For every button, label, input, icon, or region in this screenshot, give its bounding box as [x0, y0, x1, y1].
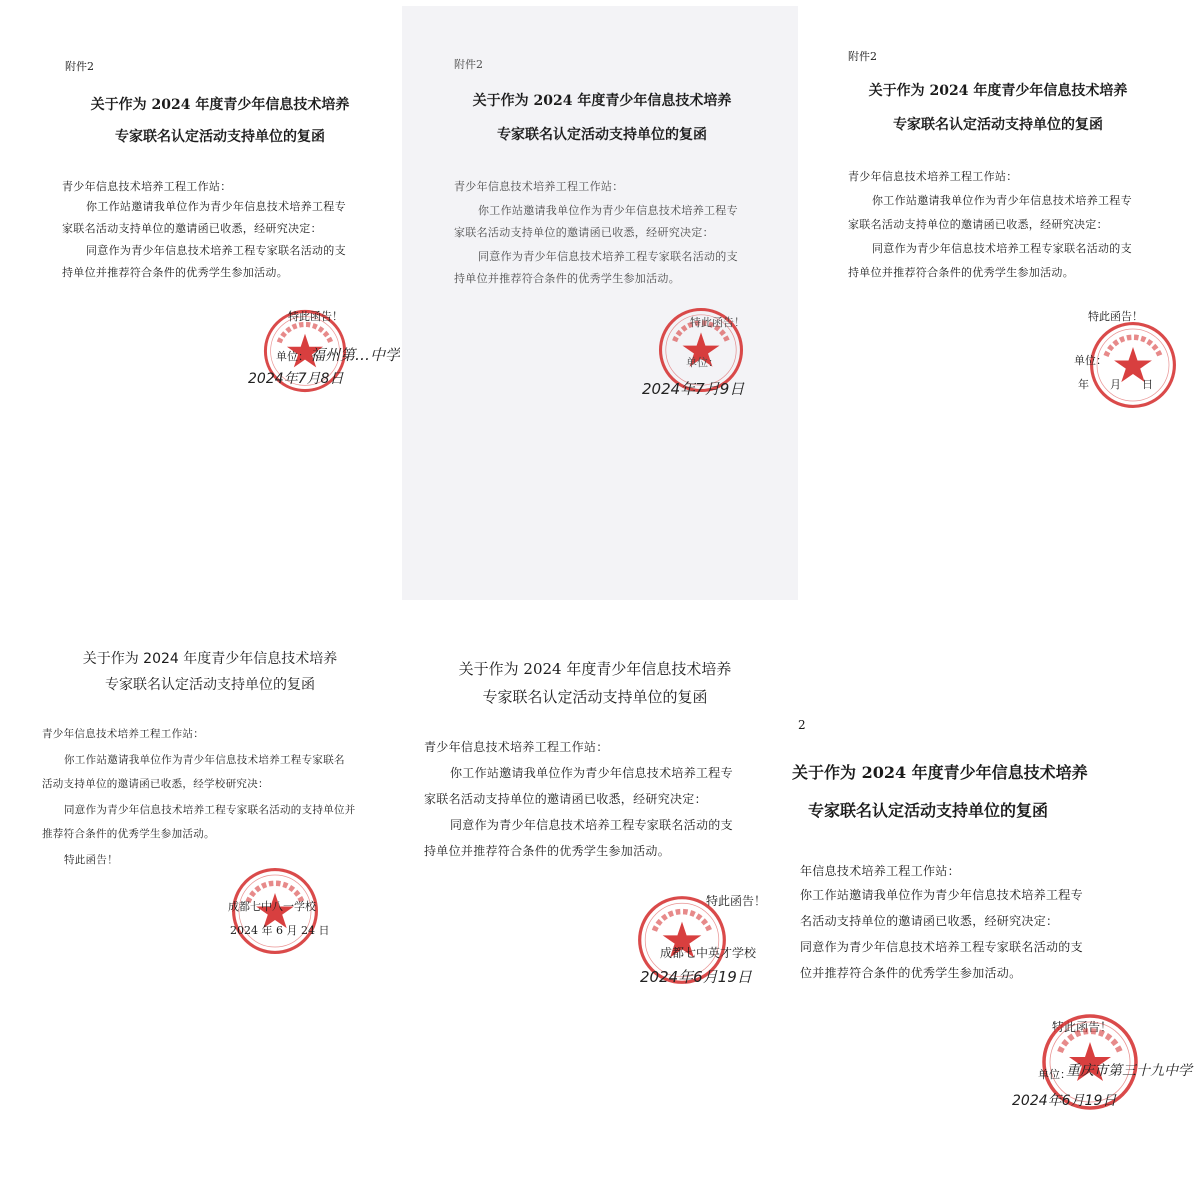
signing-date: 2024年7月9日: [642, 380, 745, 398]
body-paragraph-1a: 你工作站邀请我单位作为青少年信息技术培养工程专: [450, 766, 733, 780]
body-paragraph-2a: 同意作为青少年信息技术培养工程专家联名活动的支: [86, 244, 346, 257]
date-day-label: 日: [1142, 378, 1153, 391]
body-paragraph-2b: 位并推荐符合条件的优秀学生参加活动。: [800, 966, 1022, 980]
unit-label: 单位：: [686, 356, 719, 369]
letter-title-line-2: 专家联名认定活动支持单位的复函: [115, 129, 325, 145]
closing-text: 特此函告！: [1088, 310, 1143, 323]
signing-date: 2024年6月19日: [640, 968, 752, 986]
date-year-label: 年: [1078, 378, 1089, 391]
reply-letter-5: [410, 640, 780, 1060]
body-paragraph-2a: 同意作为青少年信息技术培养工程专家联名活动的支: [800, 940, 1083, 954]
unit-label: 单位：: [1074, 354, 1107, 367]
handwritten-unit-name: 福州第…中学: [310, 346, 400, 364]
reply-letter-4: [30, 630, 400, 1050]
reply-letter-3: [820, 40, 1180, 440]
closing-text: 特此函告！: [690, 316, 745, 329]
salutation: 青少年信息技术培养工程工作站：: [42, 728, 204, 740]
body-paragraph-1b: 活动支持单位的邀请函已收悉，经学校研究决：: [42, 778, 269, 790]
body-paragraph-2a: 同意作为青少年信息技术培养工程专家联名活动的支: [872, 242, 1132, 255]
body-paragraph-2b: 持单位并推荐符合条件的优秀学生参加活动。: [424, 844, 671, 858]
signing-date: 2024年7月8日: [248, 371, 344, 387]
unit-name: 成都七中英才学校: [660, 946, 757, 960]
letter-title-line-1: 关于作为 2024 年度青少年信息技术培养: [82, 651, 338, 667]
attachment-label: 2: [798, 718, 806, 732]
letter-title-line-1: 关于作为 2024 年度青少年信息技术培养: [90, 97, 350, 113]
attachment-label: 附件2: [848, 50, 877, 63]
body-paragraph-1a: 你工作站邀请我单位作为青少年信息技术培养工程专家联名: [64, 754, 345, 766]
letter-title-line-2: 专家联名认定活动支持单位的复函: [105, 677, 315, 693]
signing-date: 2024 年 6 月 24 日: [230, 924, 330, 937]
letter-title-line-2: 专家联名认定活动支持单位的复函: [497, 127, 707, 143]
closing-text: 特此函告！: [64, 854, 118, 866]
body-paragraph-1a: 你工作站邀请我单位作为青少年信息技术培养工程专: [872, 194, 1132, 207]
body-paragraph-2a: 同意作为青少年信息技术培养工程专家联名活动的支持单位并: [64, 804, 356, 816]
letter-title-line-2: 专家联名认定活动支持单位的复函: [808, 801, 1049, 820]
closing-text: 特此函告！: [288, 310, 343, 323]
body-paragraph-1b: 名活动支持单位的邀请函已收悉，经研究决定：: [800, 914, 1059, 928]
date-month-label: 月: [1110, 378, 1121, 391]
body-paragraph-1b: 家联名活动支持单位的邀请函已收悉，经研究决定：: [424, 792, 707, 806]
reply-letter-1: [40, 40, 400, 440]
handwritten-unit-name: 重庆市第三十九中学: [1066, 1063, 1192, 1079]
body-paragraph-2b: 推荐符合条件的优秀学生参加活动。: [42, 828, 215, 840]
body-paragraph-1b: 家联名活动支持单位的邀请函已收悉，经研究决定：: [848, 218, 1108, 231]
unit-label: 单位：: [276, 350, 309, 363]
salutation: 青少年信息技术培养工程工作站：: [454, 180, 624, 193]
letter-title-line-1: 关于作为 2024 年度青少年信息技术培养: [792, 763, 1088, 782]
attachment-label: 附件2: [65, 60, 94, 73]
unit-name: 成都七中八一学校: [228, 900, 316, 913]
body-paragraph-1b: 家联名活动支持单位的邀请函已收悉，经研究决定：: [62, 222, 322, 235]
closing-text: 特此函告！: [706, 894, 767, 908]
unit-label: 单位：: [1038, 1068, 1071, 1081]
salutation: 年信息技术培养工程工作站：: [800, 864, 960, 878]
attachment-label: 附件2: [454, 58, 483, 71]
body-paragraph-2a: 同意作为青少年信息技术培养工程专家联名活动的支: [450, 818, 733, 832]
letter-title-line-1: 关于作为 2024 年度青少年信息技术培养: [458, 660, 732, 678]
salutation: 青少年信息技术培养工程工作站：: [848, 170, 1018, 183]
body-paragraph-2a: 同意作为青少年信息技术培养工程专家联名活动的支: [478, 250, 738, 263]
closing-text: 特此函告！: [1052, 1020, 1113, 1034]
salutation: 青少年信息技术培养工程工作站：: [62, 180, 232, 193]
letter-title-line-2: 专家联名认定活动支持单位的复函: [482, 688, 708, 706]
letter-title-line-1: 关于作为 2024 年度青少年信息技术培养: [868, 83, 1128, 99]
body-paragraph-2b: 持单位并推荐符合条件的优秀学生参加活动。: [454, 272, 680, 285]
salutation: 青少年信息技术培养工程工作站：: [424, 740, 609, 754]
body-paragraph-1b: 家联名活动支持单位的邀请函已收悉，经研究决定：: [454, 226, 714, 239]
body-paragraph-1a: 你工作站邀请我单位作为青少年信息技术培养工程专: [800, 888, 1083, 902]
body-paragraph-1a: 你工作站邀请我单位作为青少年信息技术培养工程专: [478, 204, 738, 217]
reply-letter-2: [402, 6, 798, 600]
body-paragraph-1a: 你工作站邀请我单位作为青少年信息技术培养工程专: [86, 200, 346, 213]
letter-title-line-1: 关于作为 2024 年度青少年信息技术培养: [472, 93, 732, 109]
reply-letter-6: [790, 710, 1200, 1130]
letter-title-line-2: 专家联名认定活动支持单位的复函: [893, 117, 1103, 133]
body-paragraph-2b: 持单位并推荐符合条件的优秀学生参加活动。: [62, 266, 288, 279]
signing-date: 2024年6月19日: [1012, 1093, 1117, 1109]
body-paragraph-2b: 持单位并推荐符合条件的优秀学生参加活动。: [848, 266, 1074, 279]
